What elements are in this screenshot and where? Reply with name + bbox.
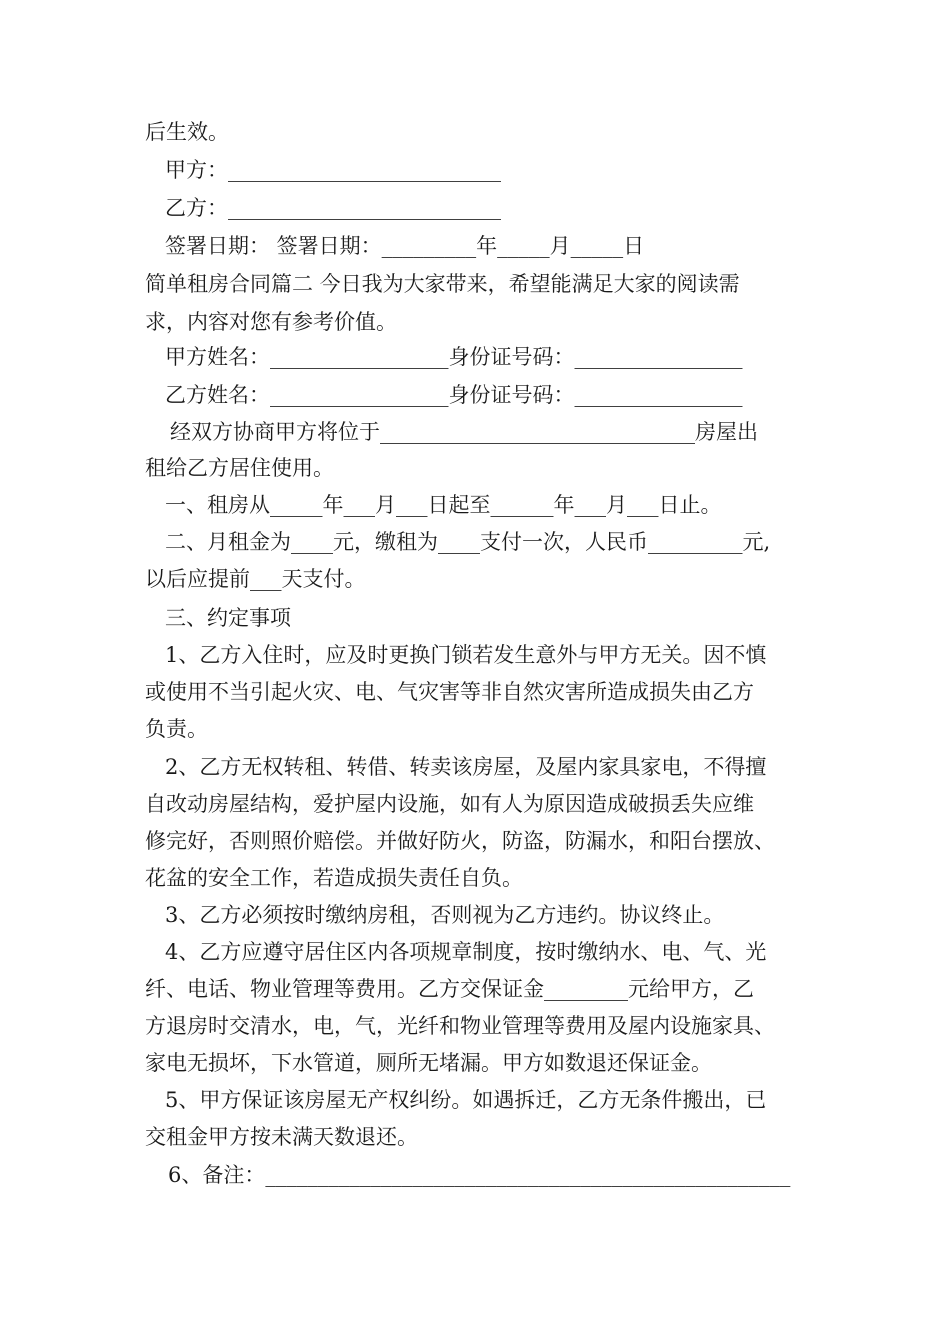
text-line: 方退房时交清水，电，气，光纤和物业管理等费用及屋内设施家具、 [145, 1014, 775, 1038]
party-b-info-line: 乙方姓名：_________________身份证号码：________________ [165, 383, 743, 407]
party-a-signature-line: 甲方：__________________________ [165, 158, 501, 182]
text-line: 交租金甲方按未满天数退还。 [145, 1125, 418, 1149]
item-4-line: 4、乙方应遵守居住区内各项规章制度，按时缴纳水、电、气、光 [165, 940, 767, 964]
clause-one: 一、租房从_____年___月___日起至______年___月___日止。 [165, 493, 722, 517]
item-3-line: 3、乙方必须按时缴纳房租，否则视为乙方违约。协议终止。 [165, 903, 725, 927]
text-line: 家电无损坏，下水管道，厕所无堵漏。甲方如数退还保证金。 [145, 1051, 712, 1075]
party-a-info-line: 甲方姓名：_________________身份证号码：________________ [165, 345, 743, 369]
section-title-line: 简单租房合同篇二 今日我为大家带来，希望能满足大家的阅读需 [145, 272, 740, 296]
text-line: 纤、电话、物业管理等费用。乙方交保证金________元给甲方，乙 [145, 977, 754, 1001]
text-line: 求，内容对您有参考价值。 [145, 310, 397, 334]
text-line: 后生效。 [145, 120, 229, 144]
party-b-signature-line: 乙方：__________________________ [165, 196, 501, 220]
text-line: 租给乙方居住使用。 [145, 456, 334, 480]
text-line: 修完好，否则照价赔偿。并做好防火，防盗，防漏水，和阳台摆放、 [145, 829, 775, 853]
item-5-line: 5、甲方保证该房屋无产权纠纷。如遇拆迁，乙方无条件搬出，已 [165, 1088, 767, 1112]
signing-date-line: 签署日期： 签署日期：_________年_____月_____日 [165, 234, 645, 258]
text-line: 以后应提前___天支付。 [145, 567, 366, 591]
text-line: 经双方协商甲方将位于______________________________房屋出 [170, 420, 758, 444]
clause-two: 二、月租金为____元，缴租为____支付一次，人民币_________元, [165, 530, 771, 554]
text-line: 或使用不当引起火灾、电、气灾害等非自然灾害所造成损失由乙方 [145, 680, 754, 704]
item-1-line: 1、乙方入住时，应及时更换门锁若发生意外与甲方无关。因不慎 [165, 643, 767, 667]
item-6-remarks-line: 6、备注：__________________________________________________ [168, 1163, 791, 1187]
text-line: 负责。 [145, 717, 208, 741]
text-line: 花盆的安全工作，若造成损失责任自负。 [145, 866, 523, 890]
text-line: 自改动房屋结构，爱护屋内设施，如有人为原因造成破损丢失应维 [145, 792, 754, 816]
clause-three-heading: 三、约定事项 [165, 606, 291, 630]
item-2-line: 2、乙方无权转租、转借、转卖该房屋，及屋内家具家电，不得擅 [165, 755, 767, 779]
